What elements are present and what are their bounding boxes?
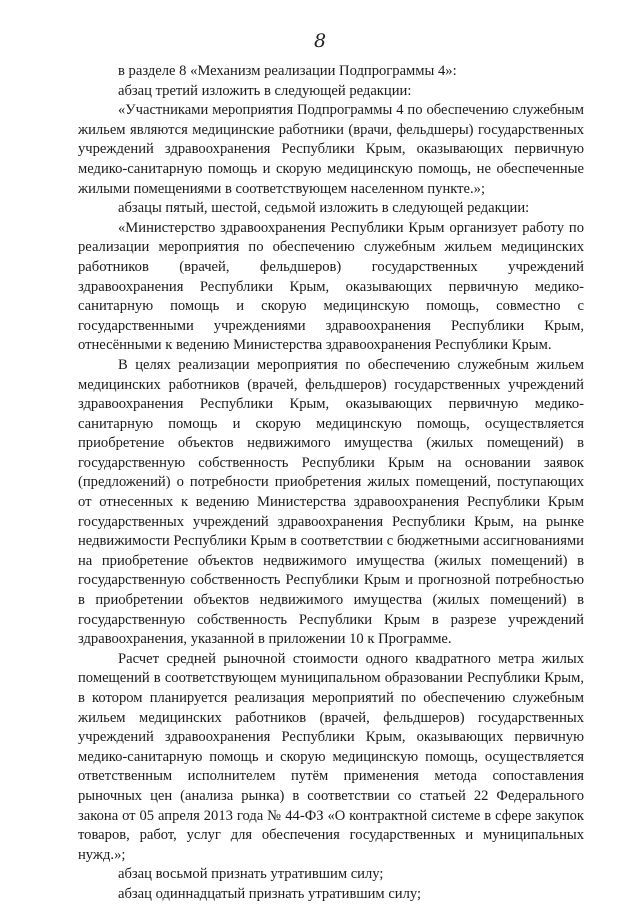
paragraph: Расчет средней рыночной стоимости одного квадратного метра жилых помещений в соответствующем муниципальном образовании Республики Крым, в котором планируется реализация мероприятий по обеспечению служебным жильем медицинских работников (врачей, фельдшеров) государственных учреждений здравоохранения Республики Крым, оказывающих первичную медико-санитарную помощь и скорую медицинскую помощь, осуществляется ответственным исполнителем путём применения метода сопоставления рыночных цен (анализа рынка) в соответствии со статьей 22 Федерального закона от 05 апреля 2013 года № 44-ФЗ «О контрактной системе в сфере закупок товаров, работ, услуг для обеспечения государственных и муниципальных нужд.»; (78, 650, 584, 863)
paragraph: абзац одиннадцатый признать утратившим силу; (118, 885, 422, 902)
paragraph: «Участниками мероприятия Подпрограммы 4 по обеспечению служебным жильем являются медицинские работники (врачи, фельдшеры) государственных учреждений здравоохранения Республики Крым, оказывающих первичную медико-санитарную помощь и скорую медицинскую помощь, не обеспеченные жилыми помещениями в соответствующем населенном пункте.»; (78, 102, 584, 197)
paragraph: абзац восьмой признать утратившим силу; (118, 866, 384, 883)
paragraph: абзацы пятый, шестой, седьмой изложить в следующей редакции: (118, 200, 530, 217)
paragraph: В целях реализации мероприятия по обеспечению служебным жильем медицинских работников (врачей, фельдшеров) государственных учреждений здравоохранения Республики Крым, оказывающих первичную медико-санитарную помощь и скорую медицинскую помощь, осуществляется приобретение объектов недвижимого имущества (жилых помещений) в государственную собственность Республики Крым на основании заявок (предложений) о потребности приобретения жилых помещений, поступающих от отнесенных к ведению Министерства здравоохранения Республики Крым государственных учреждений здравоохранения Республики Крым, на рынке недвижимости Республики Крым в соответствии с бюджетными ассигнованиями на приобретение объектов недвижимого имущества (жилых помещений) в государственную собственность Республики Крым и прогнозной потребностью в приобретении объектов недвижимого имущества (жилых помещений) в государственную собственность Республики Крым в разрезе учреждений здравоохранения, указанной в приложении 10 к Программе. (78, 356, 584, 648)
paragraph: в разделе 8 «Механизм реализации Подпрограммы 4»: (118, 63, 457, 79)
paragraph: абзац третий изложить в следующей редакции: (118, 82, 412, 99)
page-number: 8 (313, 30, 327, 52)
document-body (78, 62, 584, 905)
paragraph: «Министерство здравоохранения Республики Крым организует работу по реализации мероприятия по обеспечению служебным жильем медицинских работников (врачей, фельдшеров) государственных учреждений здравоохранения Республики Крым, оказывающих первичную медико-санитарную помощь и скорую медицинскую помощь, совместно с государственными учреждениями здравоохранения Республики Крым, отнесёнными к ведению Министерства здравоохранения Республики Крым. (78, 219, 584, 354)
